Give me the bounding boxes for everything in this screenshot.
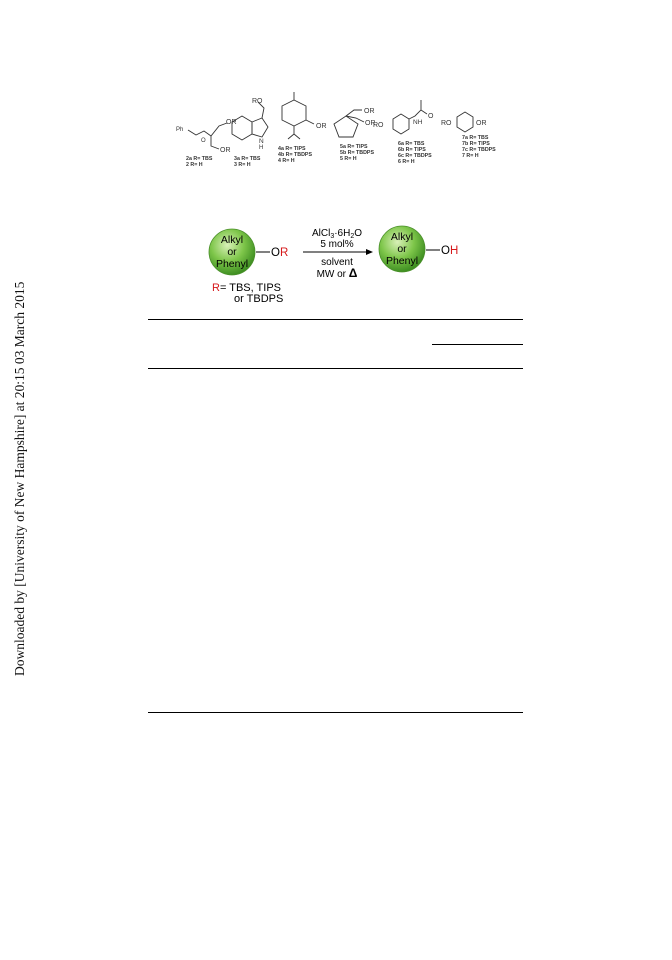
structure-7 — [441, 112, 487, 132]
table-subheader-rule — [432, 344, 523, 345]
structure-2-label-b: 2 R= H — [186, 162, 203, 168]
condition-line-1: solvent — [321, 257, 353, 268]
structure-4-label-a: 4a R= TIPS — [278, 146, 306, 152]
table-top-rule — [148, 319, 523, 320]
product — [379, 226, 458, 272]
structure-3-group-3: H — [259, 145, 264, 151]
download-watermark: Downloaded by [University of New Hampshire] at 20:15 03 March 2015 — [12, 281, 27, 676]
structure-6-group-1: RO — [373, 122, 384, 129]
structure-5-group-2: OR — [365, 120, 376, 127]
structure-6-label-b: 6b R= TIPS — [398, 147, 426, 153]
condition-line-2: MW or Δ — [316, 266, 358, 280]
structure-7-label-c: 7c R= TBDPS — [462, 147, 496, 153]
reactant-o: OR — [271, 247, 289, 259]
structure-2-group-1: OR — [226, 119, 237, 126]
reagent-line-1: $AlCl_3\cdot 6H_2O$ — [311, 228, 363, 240]
structure-6-label-d: 6 R= H — [398, 159, 415, 165]
structure-6 — [373, 100, 434, 134]
structure-3-label-a: 3a R= TBS — [234, 156, 261, 162]
structure-5-group-1: OR — [364, 108, 375, 115]
structure-7-group-2: OR — [476, 120, 487, 127]
structure-7-label-b: 7b R= TIPS — [462, 141, 490, 147]
r-definition-line-2: or TBDPS — [234, 293, 284, 305]
structure-3-label-b: 3 R= H — [234, 162, 251, 168]
r-definition-line-1: R= TBS, TIPS — [212, 282, 281, 294]
product-ball-line-2: or — [397, 243, 407, 255]
reactant-ball-line-3: Phenyl — [215, 258, 249, 270]
structure-5-label-c: 5 R= H — [340, 156, 357, 162]
reactant-ball-line-1: Alkyl — [220, 234, 244, 246]
table-header-rule — [148, 368, 523, 369]
structure-6-group-3: O — [428, 113, 434, 120]
structure-4 — [282, 92, 327, 139]
structure-2 — [176, 119, 237, 154]
structure-7-label-d: 7 R= H — [462, 153, 479, 159]
structure-4-group-1: OR — [316, 123, 327, 130]
product-ball-line-3: Phenyl — [385, 255, 419, 267]
structure-3-group-1: RO — [252, 98, 263, 105]
structure-5-label-b: 5b R= TBDPS — [340, 150, 374, 156]
structure-3-group-2: N — [259, 138, 264, 145]
product-ball-line-1: Alkyl — [390, 231, 414, 243]
table-bottom-rule — [148, 712, 523, 713]
structure-6-group-2: NH — [413, 119, 423, 126]
structure-5-label-a: 5a R= TIPS — [340, 144, 368, 150]
structure-2-group-2: OR — [220, 147, 231, 154]
structure-2-label-a: 2a R= TBS — [186, 156, 213, 162]
reagent-line-2: 5 mol% — [320, 239, 354, 250]
reactant — [209, 229, 288, 275]
product-oh: OH — [441, 245, 459, 257]
structure-2-group-3: O — [201, 138, 206, 144]
structure-7-label-a: 7a R= TBS — [462, 135, 489, 141]
reactant-ball-line-2: or — [227, 246, 237, 258]
structure-5 — [334, 108, 376, 137]
structure-7-group-1: RO — [441, 120, 452, 127]
structure-6-label-c: 6c R= TBDPS — [398, 153, 432, 159]
r-definition — [212, 282, 283, 305]
structure-4-label-c: 4 R= H — [278, 158, 295, 164]
structure-2-substituent: Ph — [176, 127, 184, 133]
structure-6-label-a: 6a R= TBS — [398, 141, 425, 147]
structure-4-label-b: 4b R= TBDPS — [278, 152, 312, 158]
structure-3 — [232, 98, 268, 151]
